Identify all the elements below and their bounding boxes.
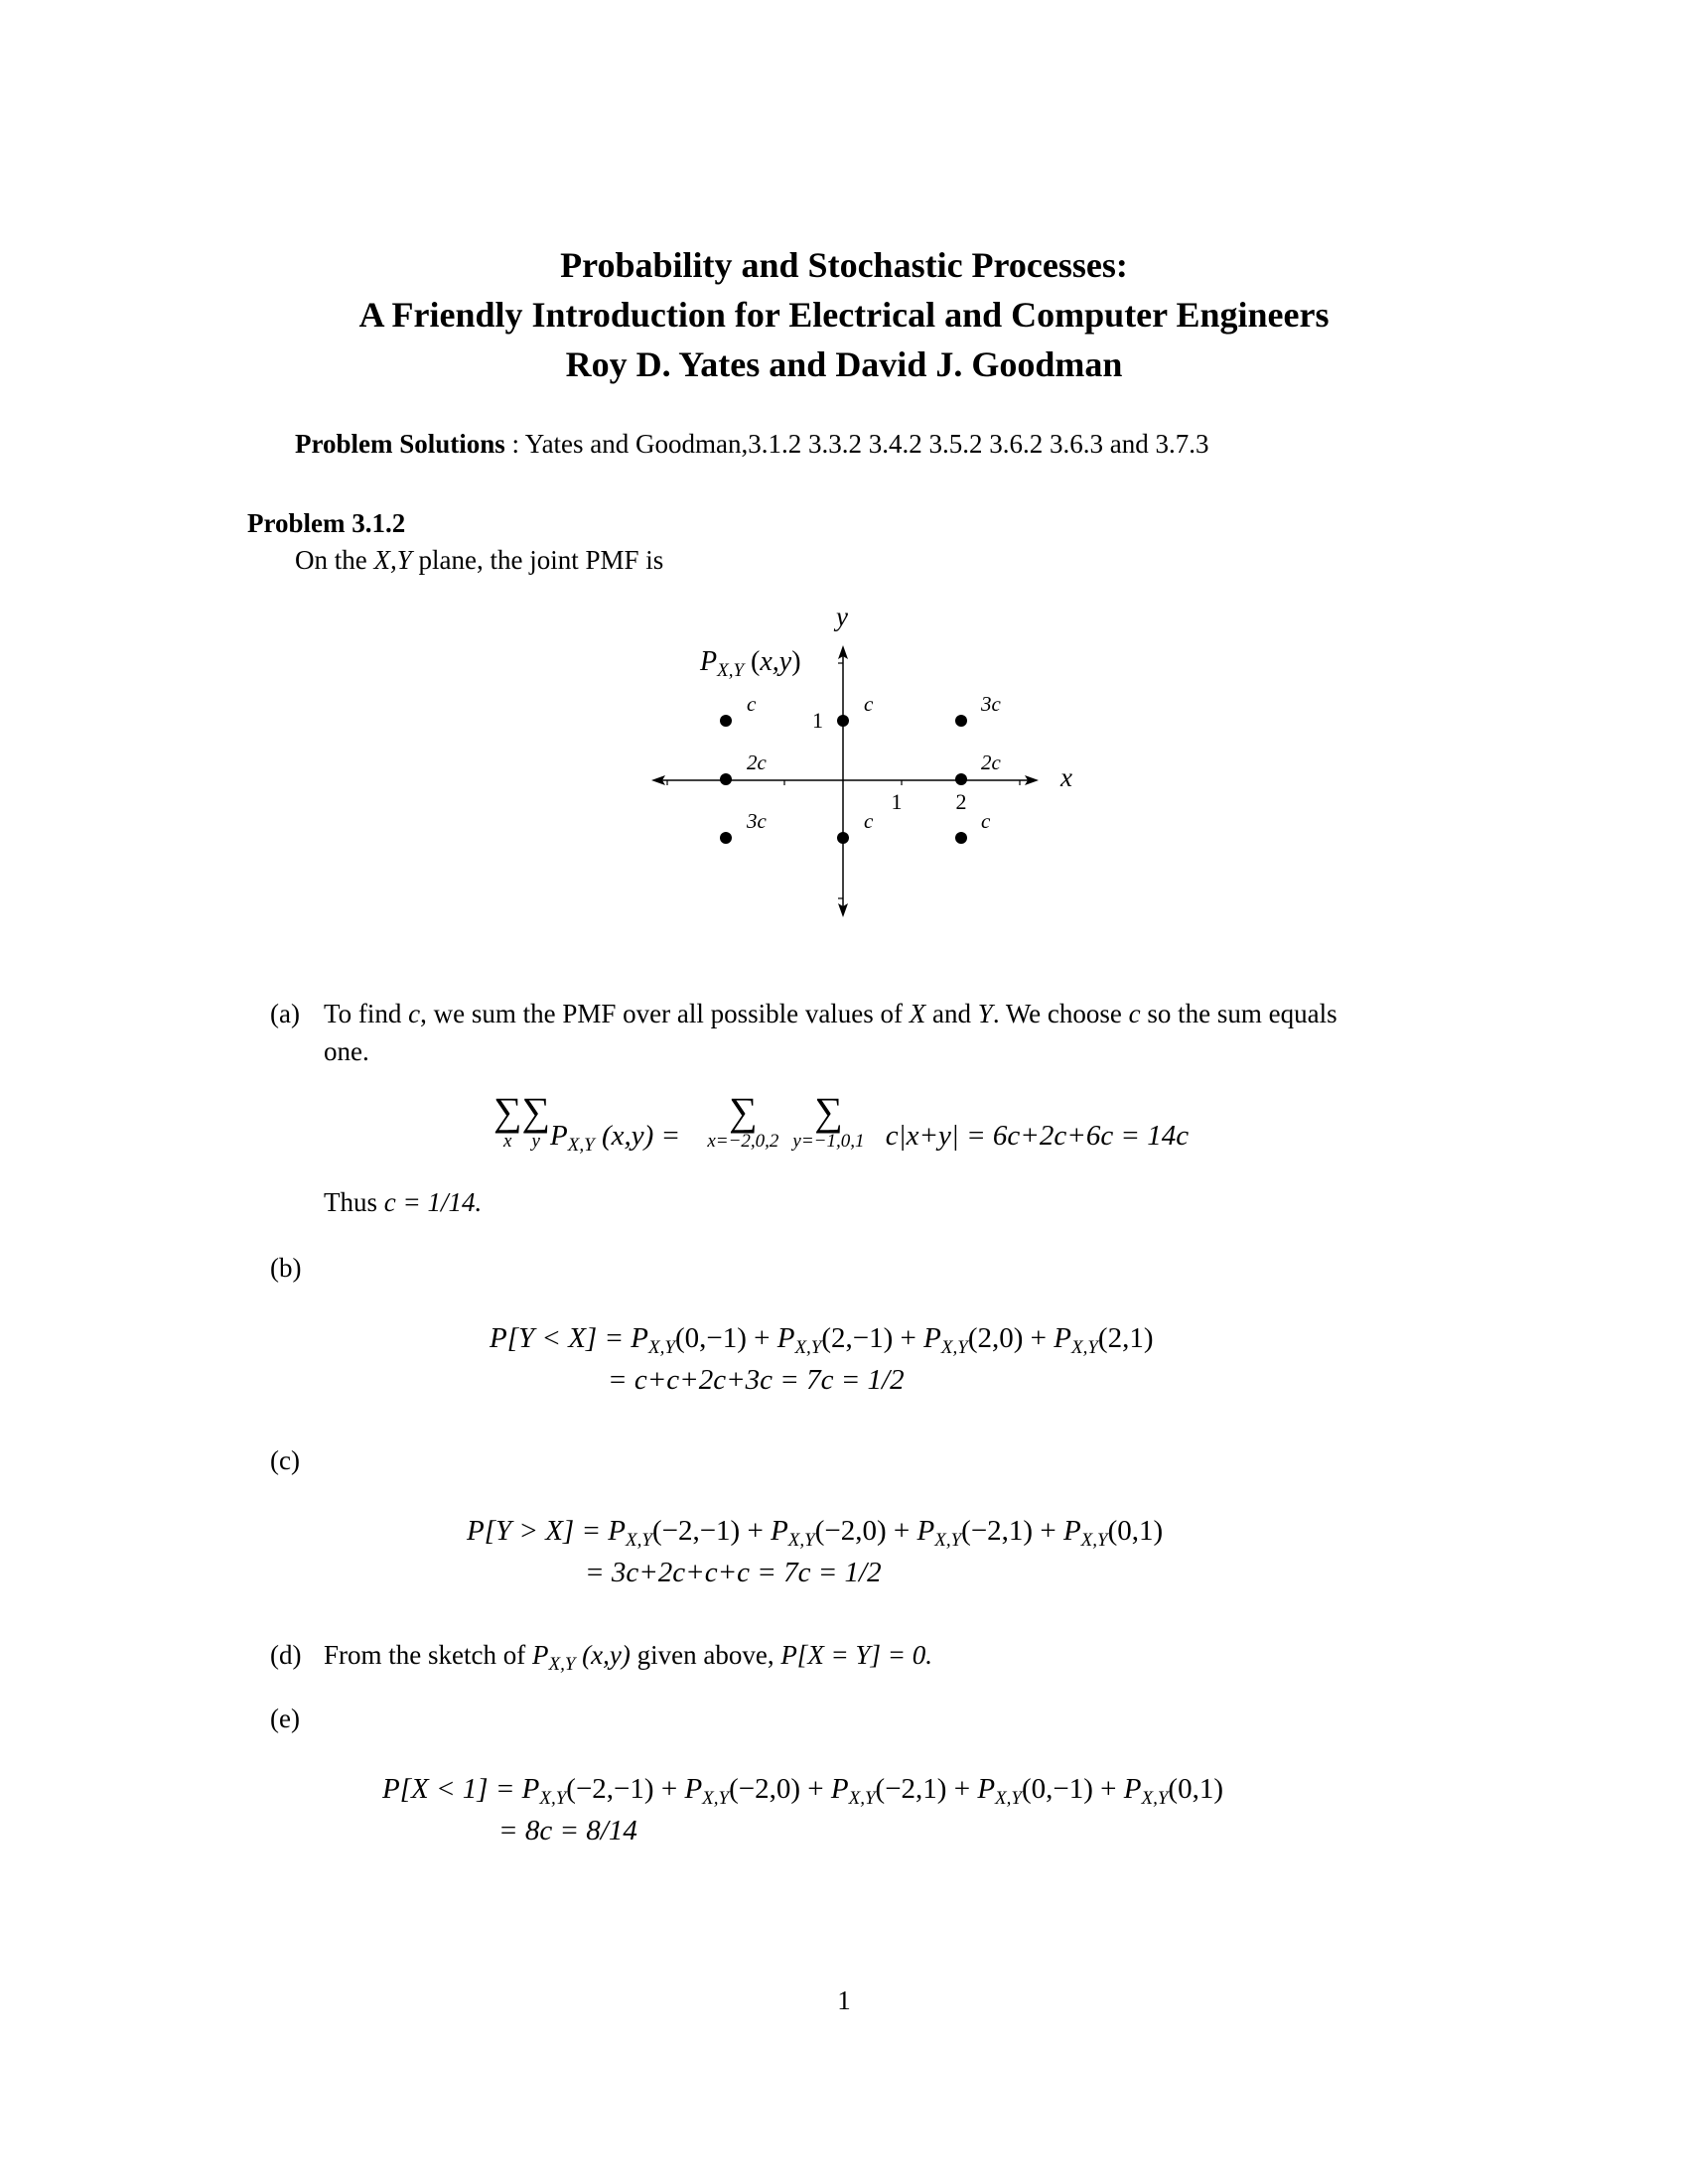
point-label: c bbox=[981, 809, 991, 833]
sum-over-y: ∑ y bbox=[521, 1089, 551, 1152]
document-authors: Roy D. Yates and David J. Goodman bbox=[565, 344, 1123, 384]
part-b-label: (b) bbox=[270, 1253, 302, 1283]
point-2-1 bbox=[955, 715, 967, 727]
part-e-equation-line2: = 8c = 8/14 bbox=[498, 1815, 637, 1846]
point-label: 3c bbox=[981, 692, 1001, 716]
sum-x-values: ∑ x=−2,0,2 bbox=[707, 1089, 779, 1152]
part-c-equation-line1: $P[Y > X] = P_{X,Y}(-2,-1) + P_{X,Y}(-2,0) + P_{X,Y}(-2,1) + P_{X,Y}(0,1)$ bbox=[467, 1515, 1164, 1551]
problem-intro: On the X,Y plane, the joint PMF is bbox=[295, 545, 664, 575]
y-axis-label: y bbox=[836, 602, 848, 631]
page-number: 1 bbox=[837, 1985, 851, 2015]
x-axis-label: x bbox=[1060, 762, 1072, 792]
sum-y-values: ∑ y=−1,0,1 bbox=[792, 1089, 865, 1152]
point-0-m1 bbox=[837, 832, 849, 844]
sum-over-x: ∑ x bbox=[493, 1089, 522, 1152]
point-label: c bbox=[747, 692, 757, 716]
x-tick-label-1: 1 bbox=[891, 789, 903, 814]
part-a-normalization-equation: ∑ x ∑ y $P_{X,Y}$ (x,y) = ∑ x=−2,0,2 ∑ y=−1,0,1 c|x+y| = 6c+2c+6c = 14c bbox=[493, 1089, 1190, 1156]
problem-solutions-list: : Yates and Goodman,3.1.2 3.3.2 3.4.2 3.5.2 3.6.2 3.6.3 and 3.7.3 bbox=[504, 429, 1209, 459]
problem-solutions-label: Problem Solutions bbox=[295, 429, 505, 459]
part-d-text: From the sketch of $P_{X,Y}$ (x,y) given above, P[X = Y] = 0. bbox=[324, 1640, 933, 1675]
pmf-function-label: $P_{X,Y}$ (x,y) bbox=[700, 646, 801, 681]
part-d-label: (d) bbox=[270, 1640, 302, 1670]
point-m2-m1 bbox=[720, 832, 732, 844]
part-b-equation-line2: = c+c+2c+3c = 7c = 1/2 bbox=[608, 1364, 905, 1396]
point-label: 2c bbox=[747, 751, 767, 774]
point-m2-0 bbox=[720, 773, 732, 785]
point-2-0 bbox=[955, 773, 967, 785]
part-c-equation-line2: = 3c+2c+c+c = 7c = 1/2 bbox=[585, 1557, 882, 1588]
part-a-label: (a) bbox=[270, 999, 300, 1028]
point-label: 3c bbox=[747, 809, 767, 833]
part-a-text-line1: To find c, we sum the PMF over all possible values of X and Y. We choose c so the sum equals bbox=[324, 999, 1337, 1028]
part-a-conclusion: Thus c = 1/14. bbox=[324, 1187, 483, 1217]
point-label: c bbox=[864, 809, 874, 833]
problem-solutions-line bbox=[295, 429, 1209, 460]
point-0-1 bbox=[837, 715, 849, 727]
problem-heading: Problem 3.1.2 bbox=[247, 508, 406, 538]
part-a-text-line2: one. bbox=[324, 1036, 369, 1066]
point-m2-1 bbox=[720, 715, 732, 727]
point-label: c bbox=[864, 692, 874, 716]
document-title-line-1: Probability and Stochastic Processes: bbox=[560, 245, 1128, 285]
point-label: 2c bbox=[981, 751, 1001, 774]
joint-pmf-diagram bbox=[635, 596, 1092, 933]
x-tick-label-2: 2 bbox=[955, 789, 967, 814]
part-e-equation-line1: $P[X < 1] = P_{X,Y}(-2,-1) + P_{X,Y}(-2,0) + P_{X,Y}(-2,1) + P_{X,Y}(0,-1) + P_{X,Y}(0,1)$ bbox=[382, 1773, 1223, 1809]
part-c-label: (c) bbox=[270, 1445, 300, 1475]
part-b-equation-line1: $P[Y < X] = P_{X,Y}(0,-1) + P_{X,Y}(2,-1) + P_{X,Y}(2,0) + P_{X,Y}(2,1)$ bbox=[490, 1322, 1154, 1358]
point-2-m1 bbox=[955, 832, 967, 844]
part-e-label: (e) bbox=[270, 1704, 300, 1733]
document-title-line-2: A Friendly Introduction for Electrical and Computer Engineers bbox=[358, 295, 1330, 335]
y-tick-label-1: 1 bbox=[812, 708, 823, 733]
